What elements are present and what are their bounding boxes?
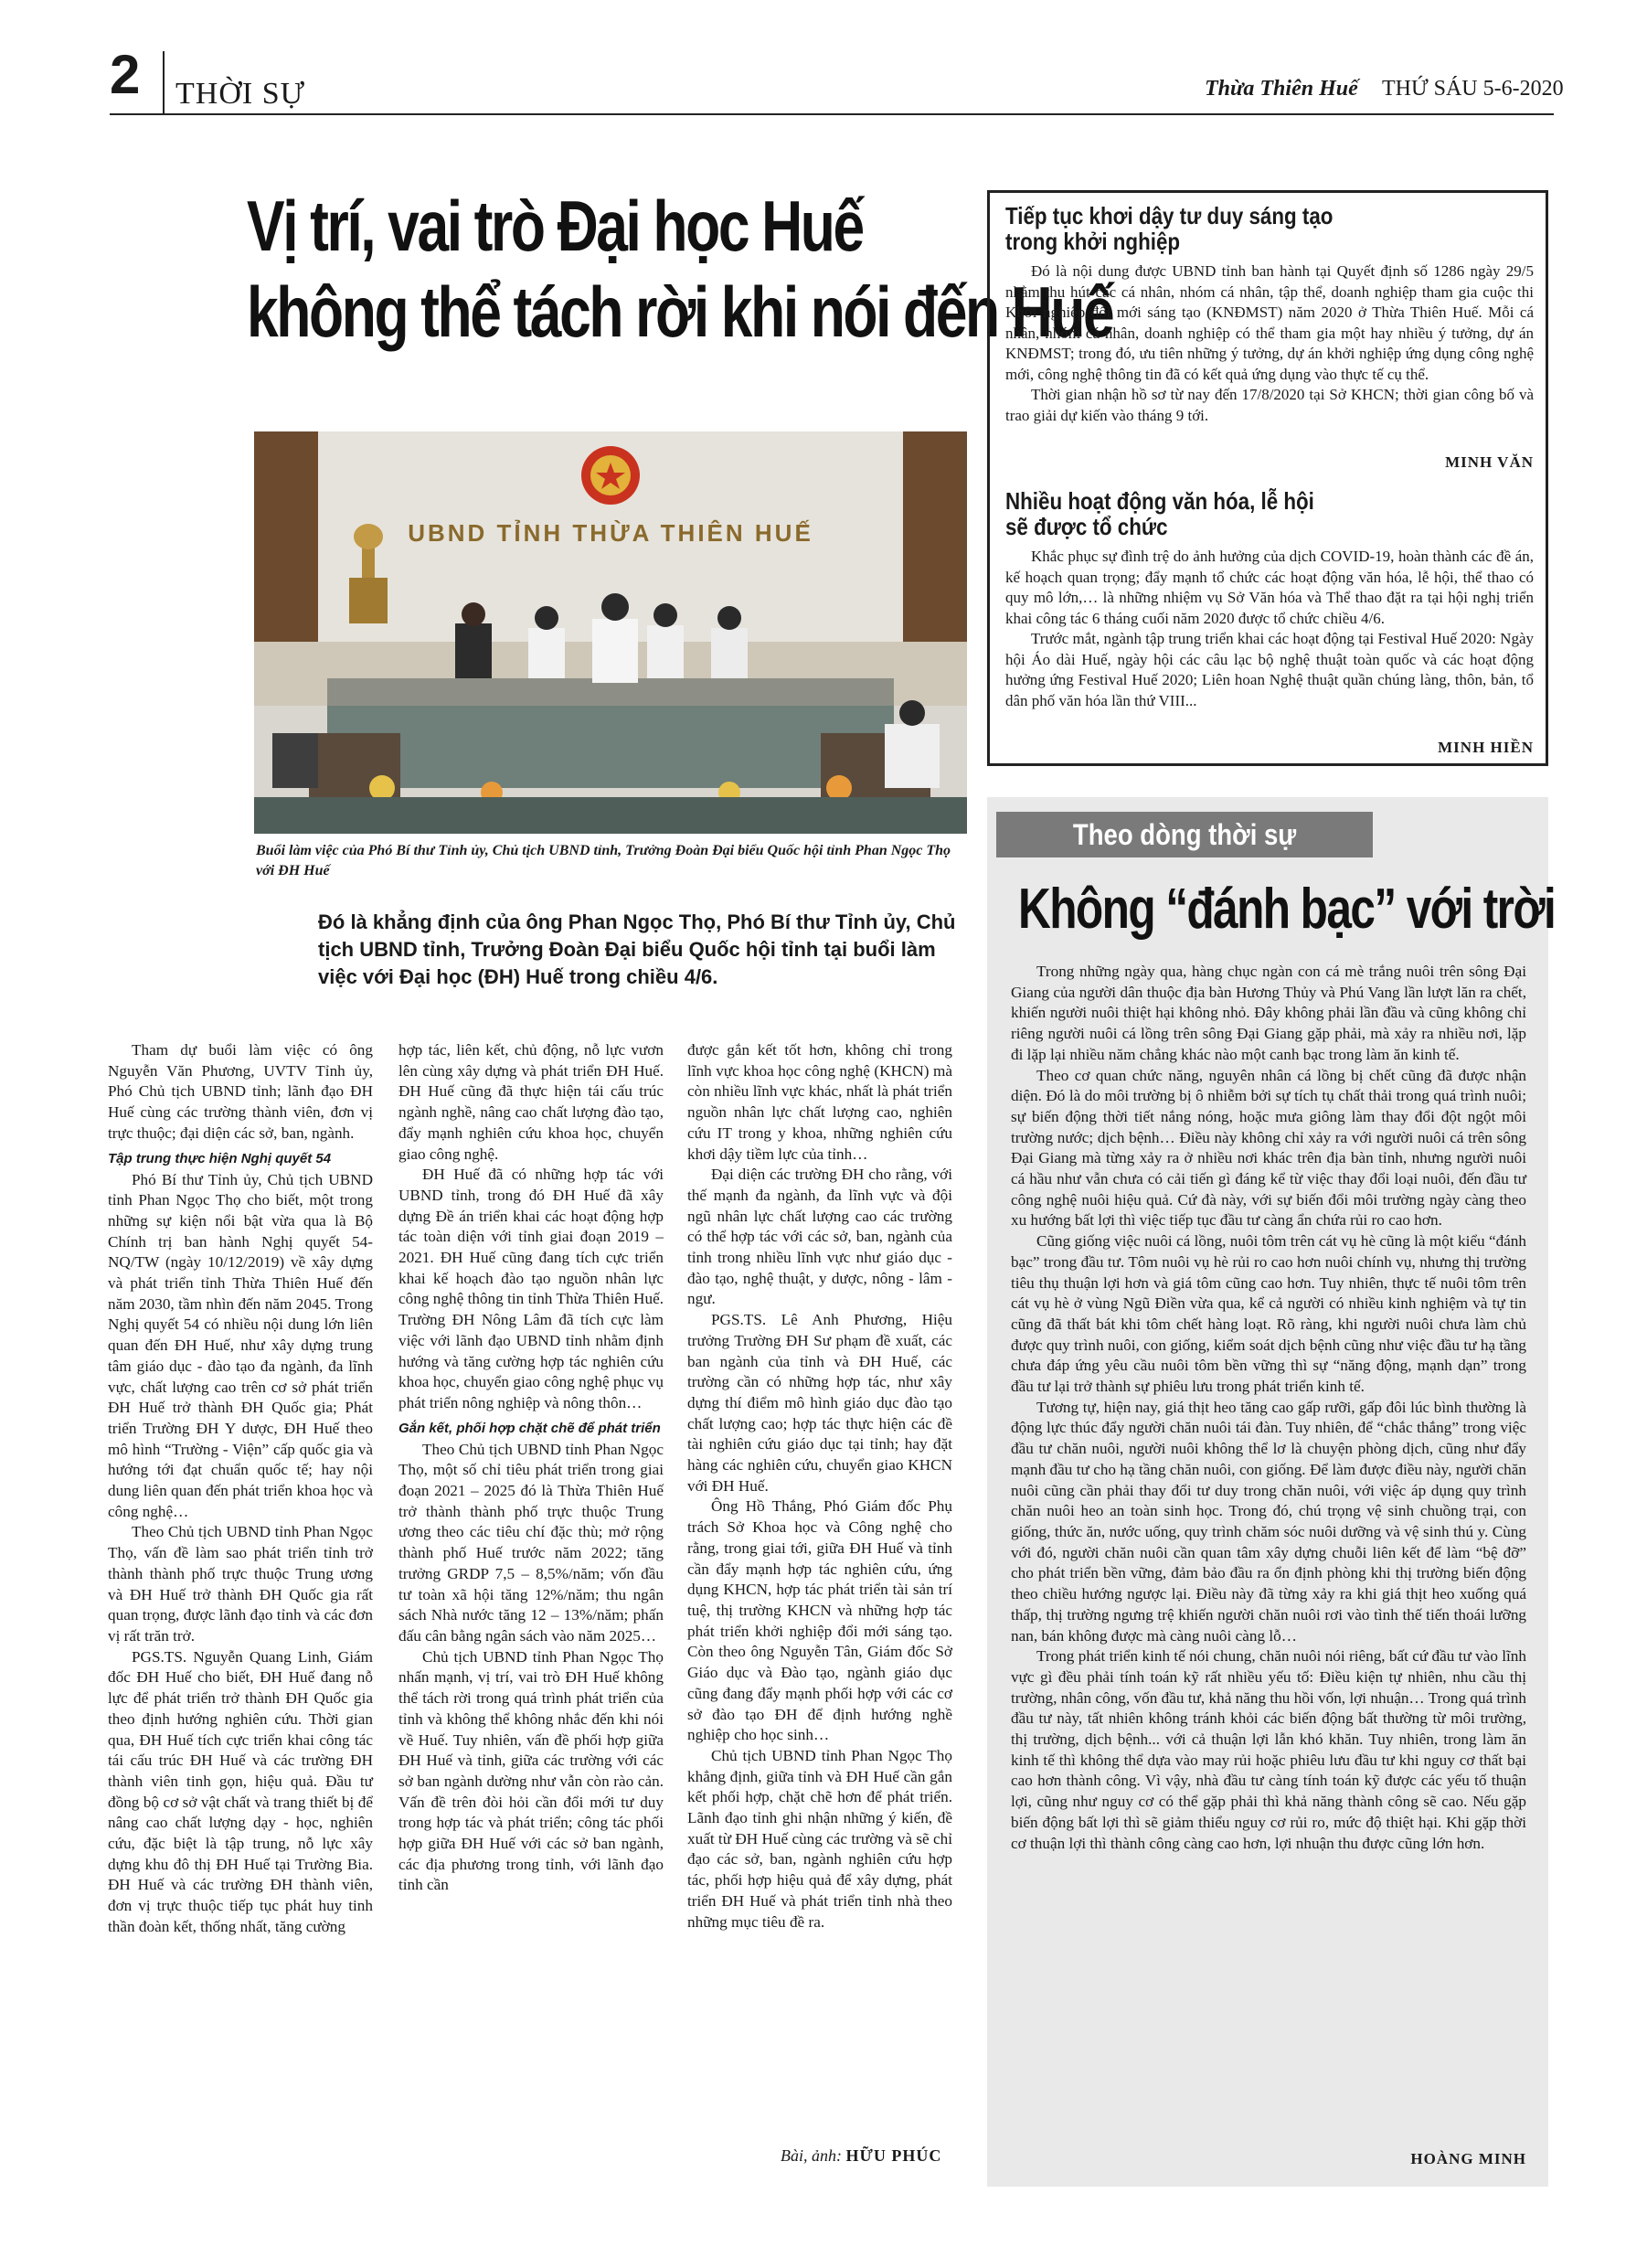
paragraph: Chủ tịch UBND tỉnh Phan Ngọc Thọ nhấn mạnh, vị trí, vai trò ĐH Huế không thể tách rời trong quá trình phát triển của tỉnh và không thể không nhắc đến khi nói về Huế. Tuy nhiên, vấn đề phối hợp giữa ĐH Huế và tỉnh, giữa các trường với các sở ban ngành dường như vẫn còn rào cản. Vấn đề trên đòi hỏi cần đổi mới tư duy trong hợp tác và phát triển; công tác phối hợp giữa ĐH Huế với các sở ban ngành, các địa phương trong tỉnh, với lãnh đạo tỉnh cần — [398, 1647, 664, 1894]
header-divider — [163, 51, 165, 113]
paragraph: Theo Chủ tịch UBND tỉnh Phan Ngọc Thọ, một số chỉ tiêu phát triển trong giai đoạn 2021 – 2025 đó là Thừa Thiên Huế trở thành thành phố trực thuộc Trung ương theo các tiêu chí đặc thù; mở rộng thành phố Huế trước năm 2022; tăng trưởng GRDP 7,5 – 8,5%/năm; vốn đầu tư toàn xã hội tăng 12%/năm; thu ngân sách Nhà nước tăng 12 – 13%/năm; phấn đấu cân bằng ngân sách vào năm 2025… — [398, 1440, 664, 1645]
section-name: THỜI SỰ — [175, 77, 305, 111]
feature-title: Không “đánh bạc” với trời — [1018, 878, 1556, 941]
paragraph: Ông Hồ Thắng, Phó Giám đốc Phụ trách Sở Khoa học và Công nghệ cho rằng, trong giai tới, giữa ĐH Huế và tỉnh cần đẩy mạnh hợp tác nghiên cứu, ứng dụng KHCN, hợp tác phát triển tài sản trí tuệ, thị trường KHCN và những hợp tác phát triển khởi nghiệp đổi mới sáng tạo. Còn theo ông Nguyễn Tân, Giám đốc Sở Giáo dục và Đào tạo, ngành giáo dục cũng đang đẩy mạnh phối hợp với các cơ sở đào tạo ĐH để định hướng nghề nghiệp cho học sinh… — [687, 1497, 952, 1744]
brief-1-title-line-1: Tiếp tục khơi dậy tư duy sáng tạo — [1005, 202, 1334, 229]
paragraph: Tham dự buổi làm việc có ông Nguyễn Văn Phương, UVTV Tỉnh ủy, Phó Chủ tịch UBND tỉnh; lãnh đạo ĐH Huế cùng các trường thành viên, đơn vị trực thuộc; đại diện các sở, ban, ngành. — [108, 1041, 373, 1142]
byline-author: HỮU PHÚC — [845, 2146, 942, 2165]
paragraph: PGS.TS. Lê Anh Phương, Hiệu trưởng Trường ĐH Sư phạm đề xuất, các ban ngành của tỉnh và ĐH Huế, các trường cần có những hợp tác, như xây dựng thí điểm mô hình giáo dục đào tạo chất lượng cao; hợp tác thực hiện các đề tài nghiên cứu giáo dục tại tỉnh; hay đặt hàng các nghiên cứu, chuyển giao KHCN với ĐH Huế. — [687, 1311, 952, 1495]
feature-sign: HOÀNG MINH — [1410, 2150, 1526, 2167]
page-number: 2 — [110, 44, 141, 105]
byline-prefix: Bài, ảnh: — [781, 2146, 842, 2165]
paragraph: hợp tác, liên kết, chủ động, nỗ lực vươn lên cùng xây dựng và phát triển ĐH Huế. ĐH Huế cũng đã thực hiện tái cấu trúc ngành nghề, nâng cao chất lượng đào tạo, đẩy mạnh nghiên cứu khoa học, chuyển giao công nghệ. — [398, 1041, 664, 1163]
headline-line-1: Vị trí, vai trò Đại học Huế — [247, 186, 863, 266]
article-column-1 — [108, 1040, 373, 1938]
paragraph: Khắc phục sự đình trệ do ảnh hưởng của dịch COVID-19, hoàn thành các đề án, kế hoạch quan trọng; đẩy mạnh tổ chức các hoạt động văn hóa, lễ hội, thể thao có quy mô lớn,… là những nhiệm vụ Sở Văn hóa và Thể thao đặt ra tại hội nghị triển khai công tác 6 tháng cuối năm 2020 được tổ chức chiều 4/6. — [1005, 548, 1534, 627]
paper-name: Thừa Thiên Huế — [1205, 77, 1358, 101]
subheading: Gắn kết, phối hợp chặt chẽ để phát triển — [398, 1420, 661, 1436]
brief-2-sign: MINH HIỀN — [1438, 739, 1534, 756]
headline-line-2: không thể tách rời khi nói đến Huế — [247, 272, 1113, 352]
photo-sign: UBND TỈNH THỪA THIÊN HUẾ — [408, 519, 813, 547]
brief-1-title-line-2: trong khởi nghiệp — [1005, 228, 1181, 255]
paragraph: Trong những ngày qua, hàng chục ngàn con cá mè trắng nuôi trên sông Đại Giang của người dân thuộc địa bàn Hương Thủy và Phú Vang lần lượt lăn ra chết, khiến người nuôi thiệt hại không nhỏ. Đây không phải lần đầu và cũng không chỉ riêng người nuôi cá lồng trên sông Đại Giang gặp phải, mà xảy ra nhiều nơi, lặp đi lặp lại nhiều năm chẳng khác nào một canh bạc trong làm ăn kinh tế. — [1011, 963, 1526, 1063]
brief-1-sign: MINH VĂN — [1445, 453, 1534, 471]
paragraph: Phó Bí thư Tỉnh ủy, Chủ tịch UBND tỉnh Phan Ngọc Thọ cho biết, một trong những sự kiện nổi bật vừa qua là Bộ Chính trị ban hành Nghị quyết 54-NQ/TW (ngày 10/12/2019) về xây dựng và phát triển tỉnh Thừa Thiên Huế đến năm 2030, tầm nhìn đến năm 2045. Trong Nghị quyết 54 có nhiều nội dung lớn liên quan đến ĐH Huế, như xây dựng trung tâm giáo dục - đào tạo đa ngành, đa lĩnh vực, chất lượng cao trên cơ sở phát triển ĐH Huế trở thành ĐH Quốc gia; Phát triển Trường ĐH Y dược, ĐH Huế theo mô hình “Trường - Viện” cấp quốc gia và hướng tới đạt chuẩn quốc tế; hay nội dung liên quan đến phát triển khoa học và công nghệ… — [108, 1170, 373, 1520]
paragraph: được gắn kết tốt hơn, không chỉ trong lĩnh vực khoa học công nghệ (KHCN) mà còn nhiều lĩnh vực khác, nhất là phát triển nguồn nhân lực chất lượng cao, nghiên cứu IT trong y khoa, những nghiên cứu khơi dậy tiềm lực của tỉnh… — [687, 1041, 952, 1163]
brief-1-body — [1005, 261, 1534, 426]
feature-tag-label: Theo dòng thời sự — [1072, 818, 1297, 851]
brief-2-body — [1005, 547, 1534, 711]
header-rule — [110, 113, 1554, 115]
paragraph: Trước mắt, ngành tập trung triển khai các hoạt động tại Festival Huế 2020: Ngày hội Áo dài Huế, ngày hội các câu lạc bộ nghệ thuật toàn quốc và các hoạt động hưởng ứng Festival Huế 2020; Liên hoan Nghệ thuật quần chúng làng, thôn, bản, tổ dân phố văn hóa lần thứ VIII... — [1005, 630, 1534, 709]
brief-2-title — [1005, 488, 1314, 539]
feature-body — [1011, 962, 1526, 1854]
paragraph: Cũng giống việc nuôi cá lồng, nuôi tôm trên cát vụ hè cũng là một kiểu “đánh bạc” trong đầu tư. Tôm nuôi vụ hè rủi ro cao hơn nuôi chính vụ, nhưng thị trường tiêu thụ thuận lợi hơn và giá tôm cũng cao hơn. Tuy nhiên, thực tế nuôi tôm trên cát vụ hè ở vùng Ngũ Điền vừa qua, kể cả người có nhiều kinh nghiệm và tự tin cũng đã thất bát khi tôm chết hàng loạt. Rõ ràng, khi người nuôi chưa làm chủ được quy trình nuôi, con giống, kiểm soát dịch bệnh cũng như việc đầu tư hạ tầng chưa đáp ứng yêu cầu nuôi tôm bền vững thì sự “năng động, mạnh dạn” trong đầu tư lại trở thành sự phiêu lưu trong phát triển kinh tế. — [1011, 1232, 1526, 1396]
paragraph: Đại diện các trường ĐH cho rằng, với thế mạnh đa ngành, đa lĩnh vực và đội ngũ nhân lực chất lượng cao các trường có thể hợp tác với các sở, ban, ngành của tỉnh trong nhiều lĩnh vực như giáo dục - đào tạo, nghệ thuật, y dược, nông - lâm - ngư. — [687, 1166, 952, 1308]
paragraph: Tương tự, hiện nay, giá thịt heo tăng cao gấp rưỡi, gấp đôi lúc bình thường là động lực thúc đẩy người chăn nuôi tái đàn. Tuy nhiên, để “chắc thắng” trong việc đầu tư chăn nuôi, người nuôi không thể lơ là chuyện phòng dịch, cũng như đẩy mạnh đầu tư cho hạ tầng chăn nuôi, con giống. Để làm được điều này, người chăn nuôi cũng cần phải thay đổi tư duy trong chăn nuôi, với việc áp dụng quy trình chăn nuôi heo an toàn sinh học. Trong đó, chú trọng vệ sinh chuồng trại, con giống, thức ăn, nước uống, quy trình chăm sóc nuôi dưỡng và vệ sinh thú y. Cùng với đó, người chăn nuôi cần quan tâm xây dựng chuỗi liên kết để làm “bệ đỡ” cho phát triển bền vững, đảm bảo đầu ra ổn định phòng khi thị trường biến động theo chiều hướng ngược lại. Điều này đã từng xảy ra khi giá thịt heo xuống quá thấp, thị trường ngưng trệ khiến người chăn nuôi rơi vào tình thế tiến thoái lưỡng nan, bán không được mà càng nuôi càng lỗ… — [1011, 1398, 1526, 1645]
brief-2-title-line-2: sẽ được tổ chức — [1005, 513, 1168, 540]
brief-2-title-line-1: Nhiều hoạt động văn hóa, lễ hội — [1005, 487, 1314, 515]
meeting-photo — [254, 431, 967, 834]
article-column-3 — [687, 1040, 952, 1933]
issue-date: THỨ SÁU 5-6-2020 — [1382, 77, 1564, 101]
article-column-2 — [398, 1040, 664, 1896]
paragraph: Theo Chủ tịch UBND tỉnh Phan Ngọc Thọ, vấn đề làm sao phát triển tỉnh trở thành thành phố trực thuộc Trung ương và ĐH Huế trở thành ĐH Quốc gia rất quan trọng, được lãnh đạo tỉnh và các đơn vị rất trăn trở. — [108, 1523, 373, 1645]
brief-1-title — [1005, 203, 1333, 254]
paragraph: PGS.TS. Nguyễn Quang Linh, Giám đốc ĐH Huế cho biết, ĐH Huế đang nỗ lực để phát triển trở thành ĐH Quốc gia theo định hướng nghiên cứu. Thời gian qua, ĐH Huế tích cực triển khai công tác tái cấu trúc ĐH Huế và các trường ĐH thành viên tinh gọn, hiệu quả. Đầu tư đồng bộ cơ sở vật chất và trang thiết bị để nâng cao chất lượng dạy - học, nghiên cứu, đặc biệt là tập trung, nỗ lực xây dựng khu đô thị ĐH Huế tại Trường Bia. ĐH Huế và các trường ĐH thành viên, đơn vị trực thuộc tiếp tục phát huy tinh thần đoàn kết, thống nhất, tăng cường — [108, 1647, 373, 1935]
paragraph: Theo cơ quan chức năng, nguyên nhân cá lồng bị chết cũng đã được nhận diện. Đó là do môi trường bị ô nhiễm bởi sự tích tụ chất thải trong quá trình nuôi; sự biến động thời tiết nắng nóng, hoặc mưa giông làm thay đổi đột ngột môi trường nước; dịch bệnh… Điều này không chỉ xảy ra với người nuôi cá trên sông Đại Giang mà từng xảy ra ở nhiều nơi khác trên địa bàn tỉnh, nhưng người nuôi cá hầu như vẫn chưa có cải tiến gì đáng kể từ việc thay đổi loại nuôi, đến đầu tư công nghệ nuôi hiệu quả. Cứ đà này, với sự biến đổi môi trường ngày càng theo xu hướng bất lợi thì việc tiếp tục đầu tư càng ẩn chứa rủi ro cao hơn. — [1011, 1066, 1526, 1230]
feature-tag — [996, 812, 1373, 857]
photo-caption: Buổi làm việc của Phó Bí thư Tỉnh ủy, Chủ tịch UBND tỉnh, Trưởng Đoàn Đại biểu Quốc hội tỉnh Phan Ngọc Thọ với ĐH Huế — [256, 843, 951, 878]
paragraph: ĐH Huế đã có những hợp tác với UBND tỉnh, trong đó ĐH Huế đã xây dựng Đề án triển khai các hoạt động hợp tác toàn diện với tỉnh giai đoạn 2019 – 2021. ĐH Huế cũng đang tích cực triển khai kế hoạch đào tạo nguồn nhân lực công nghệ thông tin tỉnh Thừa Thiên Huế. Trường ĐH Nông Lâm đã tích cực làm việc với lãnh đạo UBND tỉnh nhằm định hướng và tăng cường hợp tác nghiên cứu khoa học, chuyển giao công nghệ phục vụ phát triển nông nghiệp và nông thôn… — [398, 1166, 664, 1411]
paragraph: Trong phát triển kinh tế nói chung, chăn nuôi nói riêng, bất cứ đầu tư vào lĩnh vực gì đều phải tính toán kỹ rất nhiều yếu tố: Điều kiện tự nhiên, nhu cầu thị trường, nhân công, vốn đầu tư, khả năng thu hồi vốn, lợi nhuận… Trong quá trình đầu tư này, tất nhiên không tránh khỏi các biến động bất thường từ môi trường, thị trường, dịch bệnh... với cả thuận lợi lẫn khó khăn. Tuy nhiên, trong làm ăn kinh tế thì không thể dựa vào may rủi hoặc phiêu lưu đầu tư khi nguy cơ thất bại cao hơn thành công. Vì vậy, nhà đầu tư càng tính toán kỹ được các yếu tố thuận lợi, cũng như nguy cơ có thể gặp phải thì khả năng thành công sẽ cao. Nếu gặp biến động bất lợi thì sẽ giảm thiểu nguy cơ rủi ro, mức độ thiệt hại. Khi gặp thời cơ thuận lợi thì thành công càng cao hơn, lợi nhuận thu được cũng lớn hơn. — [1011, 1647, 1526, 1852]
paragraph: Chủ tịch UBND tỉnh Phan Ngọc Thọ khẳng định, giữa tỉnh và ĐH Huế cần gắn kết phối hợp, chặt chẽ hơn để phát triển. Lãnh đạo tỉnh ghi nhận những ý kiến, đề xuất từ ĐH Huế cùng các trường và sẽ chỉ đạo các sở, ban, ngành nghiên cứu hợp tác, phối hợp hiệu quả để xây dựng, phát triển ĐH Huế và phát triển tỉnh nhà theo những mục tiêu đề ra. — [687, 1746, 952, 1931]
paragraph: Thời gian nhận hồ sơ từ nay đến 17/8/2020 tại Sở KHCN; thời gian công bố và trao giải dự kiến vào tháng 9 tới. — [1005, 386, 1534, 424]
paragraph: Đó là nội dung được UBND tỉnh ban hành tại Quyết định số 1286 ngày 29/5 nhằm thu hút các cá nhân, nhóm cá nhân, tập thể, doanh nghiệp tham gia cuộc thi Khởi nghiệp đổi mới sáng tạo (KNĐMST) năm 2020 ở Thừa Thiên Huế. Mỗi cá nhân, nhóm cá nhân, doanh nghiệp có thể tham gia một hay nhiều ý tưởng, dự án KNĐMST; trong đó, ưu tiên những ý tưởng, dự án khởi nghiệp ứng dụng công nghệ mới, công nghệ thông tin đã có kết quả ứng dụng vào thực tế cụ thể. — [1005, 262, 1534, 383]
article-byline — [781, 2146, 941, 2166]
subheading: Tập trung thực hiện Nghị quyết 54 — [108, 1150, 332, 1166]
article-lead: Đó là khẳng định của ông Phan Ngọc Thọ, Phó Bí thư Tỉnh ủy, Chủ tịch UBND tỉnh, Trưởng Đoàn Đại biểu Quốc hội tỉnh tại buổi làm việc với Đại học (ĐH) Huế trong chiều 4/6. — [318, 910, 956, 988]
